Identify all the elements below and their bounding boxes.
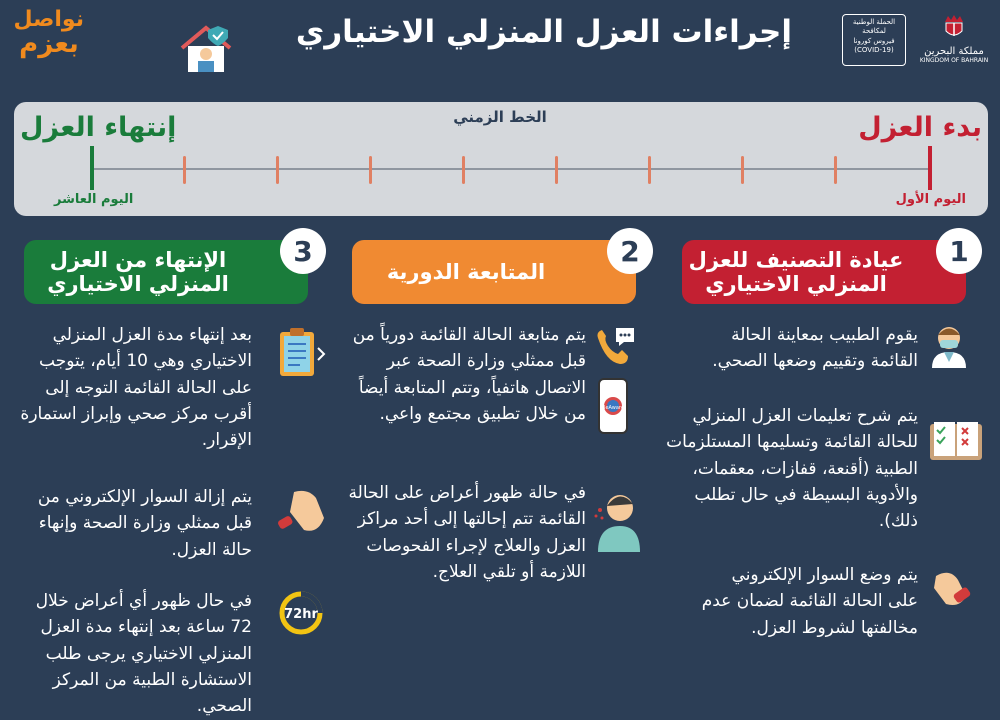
- timeline-day-tick: [555, 156, 558, 184]
- timeline-last-day: اليوم العاشر: [54, 192, 134, 207]
- section-3-item-3-text: في حال ظهور أي أعراض خلال 72 ساعة بعد إنتهاء مدة العزل المنزلي الاختياري يرجى طلب الاستشارة الطبية من المركز الصحي.: [35, 591, 252, 717]
- section-1-item-3-text: يتم وضع السوار الإلكتروني على الحالة القائمة لضمان عدم مخالفتها لشروط العزل.: [701, 565, 918, 638]
- section-3-header: [24, 240, 308, 304]
- phone-chat-icon: [592, 324, 638, 370]
- section-1-title-line2: المنزلي الاختياري: [705, 272, 887, 296]
- timeline-day-tick: [276, 156, 279, 184]
- section-2-item-2-text: في حالة ظهور أعراض على الحالة القائمة تتم إحالتها إلى أحد مراكز العزل والعلاج لإجراء الفحوصات اللازمة أو تلقي العلاج.: [348, 483, 586, 583]
- badge-line: الحملة الوطنية: [852, 18, 896, 26]
- section-3-title-line1: الإنتهاء من العزل: [49, 247, 227, 272]
- sick-person-icon: [590, 488, 644, 552]
- app-icon-label: BeAware: [602, 405, 624, 411]
- section-3-item-2-text: يتم إزالة السوار الإلكتروني من قبل ممثلي وزارة الصحة وإنهاء حالة العزل.: [37, 487, 252, 560]
- badge-line: فيروس كورونا: [853, 36, 895, 45]
- section-2-title: المتابعة الدورية: [386, 259, 546, 284]
- timeline-day-tick: [183, 156, 186, 184]
- timeline-start-label: بدء العزل: [858, 112, 982, 143]
- checklist-book-icon: [928, 418, 984, 464]
- timeline-day-tick: [834, 156, 837, 184]
- covid-campaign-badge: [842, 14, 906, 66]
- logo-line1: نواصل: [13, 7, 84, 32]
- timer-72hr-icon: [278, 590, 324, 636]
- section-1-header: [682, 240, 966, 304]
- timeline-end-label: إنتهاء العزل: [20, 112, 177, 143]
- kingdom-emblem: [914, 14, 994, 70]
- kingdom-english: KINGDOM OF BAHRAIN: [919, 57, 989, 64]
- section-2-item-1-text: يتم متابعة الحالة القائمة دورياً من قبل ممثلي وزارة الصحة عبر الاتصال هاتفياً، وتتم المتابعة أيضاً من خلال تطبيق مجتمع واعي.: [352, 325, 586, 425]
- crest-icon: [943, 14, 965, 40]
- campaign-logo: [14, 8, 84, 70]
- badge-line: (COVID-19): [854, 46, 894, 55]
- section-2-header: [352, 240, 636, 304]
- house-person-icon: [178, 22, 234, 74]
- timer-label: 72hr: [284, 607, 318, 622]
- mobile-app-icon: [598, 378, 628, 434]
- section-1-number: 1: [936, 228, 982, 274]
- badge-line: لمكافحة: [862, 27, 886, 36]
- wrist-removal-icon: [276, 488, 328, 538]
- page-title: إجراءات العزل المنزلي الاختياري: [295, 14, 792, 50]
- section-1-item-2-text: يتم شرح تعليمات العزل المنزلي للحالة القائمة وتسليمها المستلزمات الطبية (أقنعة، قفازات، معقمات، والأدوية البسيطة في حال تطلب ذلك).: [666, 406, 918, 532]
- section-1-title-line1: عيادة التصنيف للعزل: [688, 247, 904, 272]
- logo-line2: بعزم: [19, 29, 79, 60]
- timeline-day-tick: [462, 156, 465, 184]
- kingdom-arabic: مملكة البحرين: [924, 46, 984, 57]
- section-3-number: 3: [280, 228, 326, 274]
- timeline-day-tick: [648, 156, 651, 184]
- timeline-day-tick: [741, 156, 744, 184]
- wristband-icon: [928, 566, 974, 612]
- timeline-line: [92, 168, 930, 170]
- timeline-end-marker: [90, 146, 94, 190]
- timeline-day-tick: [369, 156, 372, 184]
- section-3-item-1-text: بعد إنتهاء مدة العزل المنزلي الاختياري وهي 10 أيام، يتوجب على الحالة القائمة التوجه إلى أقرب مركز صحي وإبراز استمارة الإقرار.: [20, 325, 252, 451]
- section-1-item-1-text: يقوم الطبيب بمعاينة الحالة القائمة وتقييم وضعها الصحي.: [712, 325, 918, 372]
- timeline-start-marker: [928, 146, 932, 190]
- timeline-first-day: اليوم الأول: [895, 192, 966, 207]
- section-3-title-line2: المنزلي الاختياري: [47, 272, 229, 296]
- doctor-icon: [926, 322, 972, 368]
- clipboard-icon: [276, 326, 328, 380]
- timeline-title: الخط الزمني: [453, 108, 547, 126]
- section-2-number: 2: [607, 228, 653, 274]
